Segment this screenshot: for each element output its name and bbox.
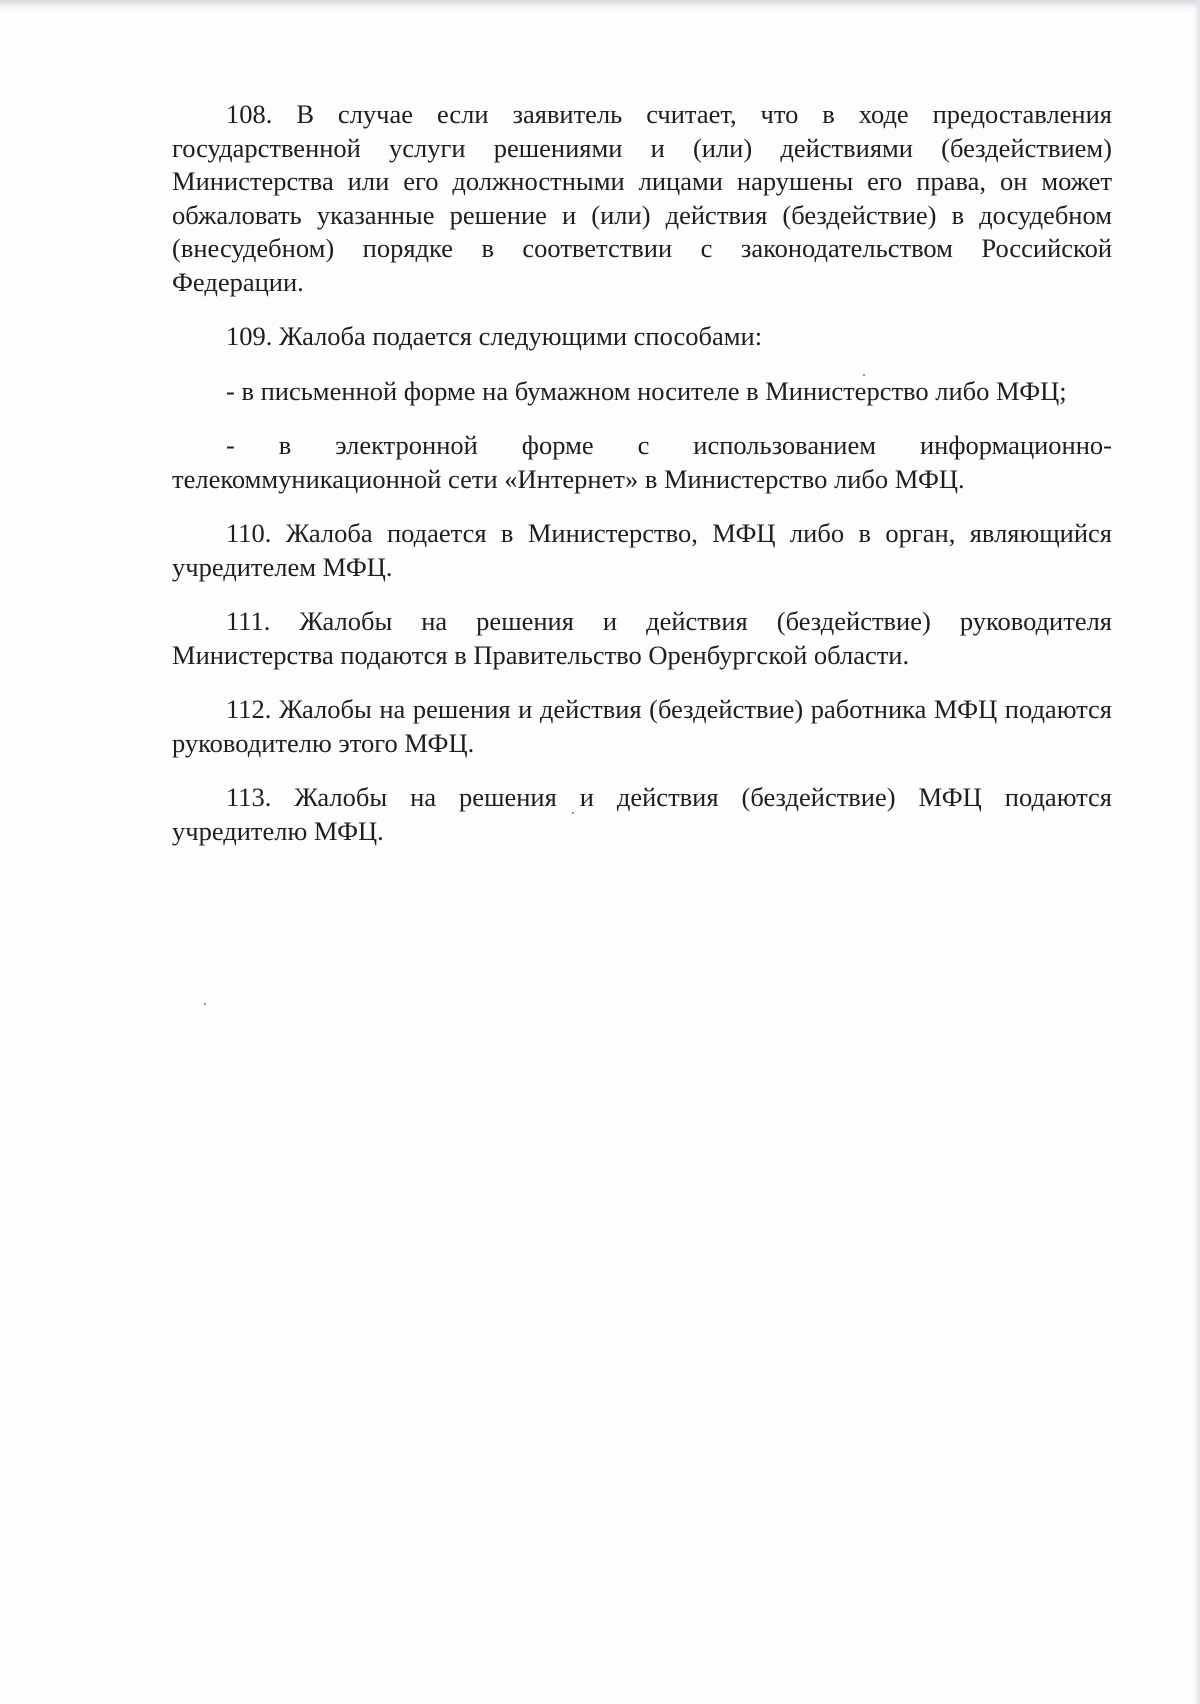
paragraph-111: 111. Жалобы на решения и действия (бездействие) руководителя Министерства подаются в Правительство Оренбургской области.	[172, 606, 1112, 670]
scan-speck	[572, 812, 574, 814]
paragraph-108: 108. В случае если заявитель считает, что в ходе предоставления государственной услуги решениями и (или) действиями (бездействием) Министерства или его должностными лицами нарушены его права, он может обжаловать указанные решение и (или) действия (бездействие) в досудебном (внесудебном) порядке в соответствии с законодательством Российской Федерации.	[172, 99, 1112, 297]
scan-speck	[863, 374, 865, 376]
paragraph-109-dash-paper: - в письменной форме на бумажном носителе в Министерство либо МФЦ;	[226, 375, 1067, 406]
paragraph-109-dash-electronic: - в электронной форме с использованием информационно-телекоммуникационной сети «Интернет» в Министерство либо МФЦ.	[172, 430, 1112, 494]
scan-speck	[204, 1003, 206, 1005]
paragraph-113: 113. Жалобы на решения и действия (бездействие) МФЦ подаются учредителю МФЦ.	[172, 782, 1112, 846]
scan-top-edge	[0, 0, 1200, 10]
document-body	[172, 98, 1112, 848]
scan-right-edge	[1194, 0, 1200, 1704]
paragraph-112: 112. Жалобы на решения и действия (бездействие) работника МФЦ подаются руководителю этого МФЦ.	[172, 694, 1112, 758]
paragraph-110: 110. Жалоба подается в Министерство, МФЦ либо в орган, являющийся учредителем МФЦ.	[172, 518, 1112, 582]
paragraph-109: 109. Жалоба подается следующими способами:	[226, 321, 763, 351]
